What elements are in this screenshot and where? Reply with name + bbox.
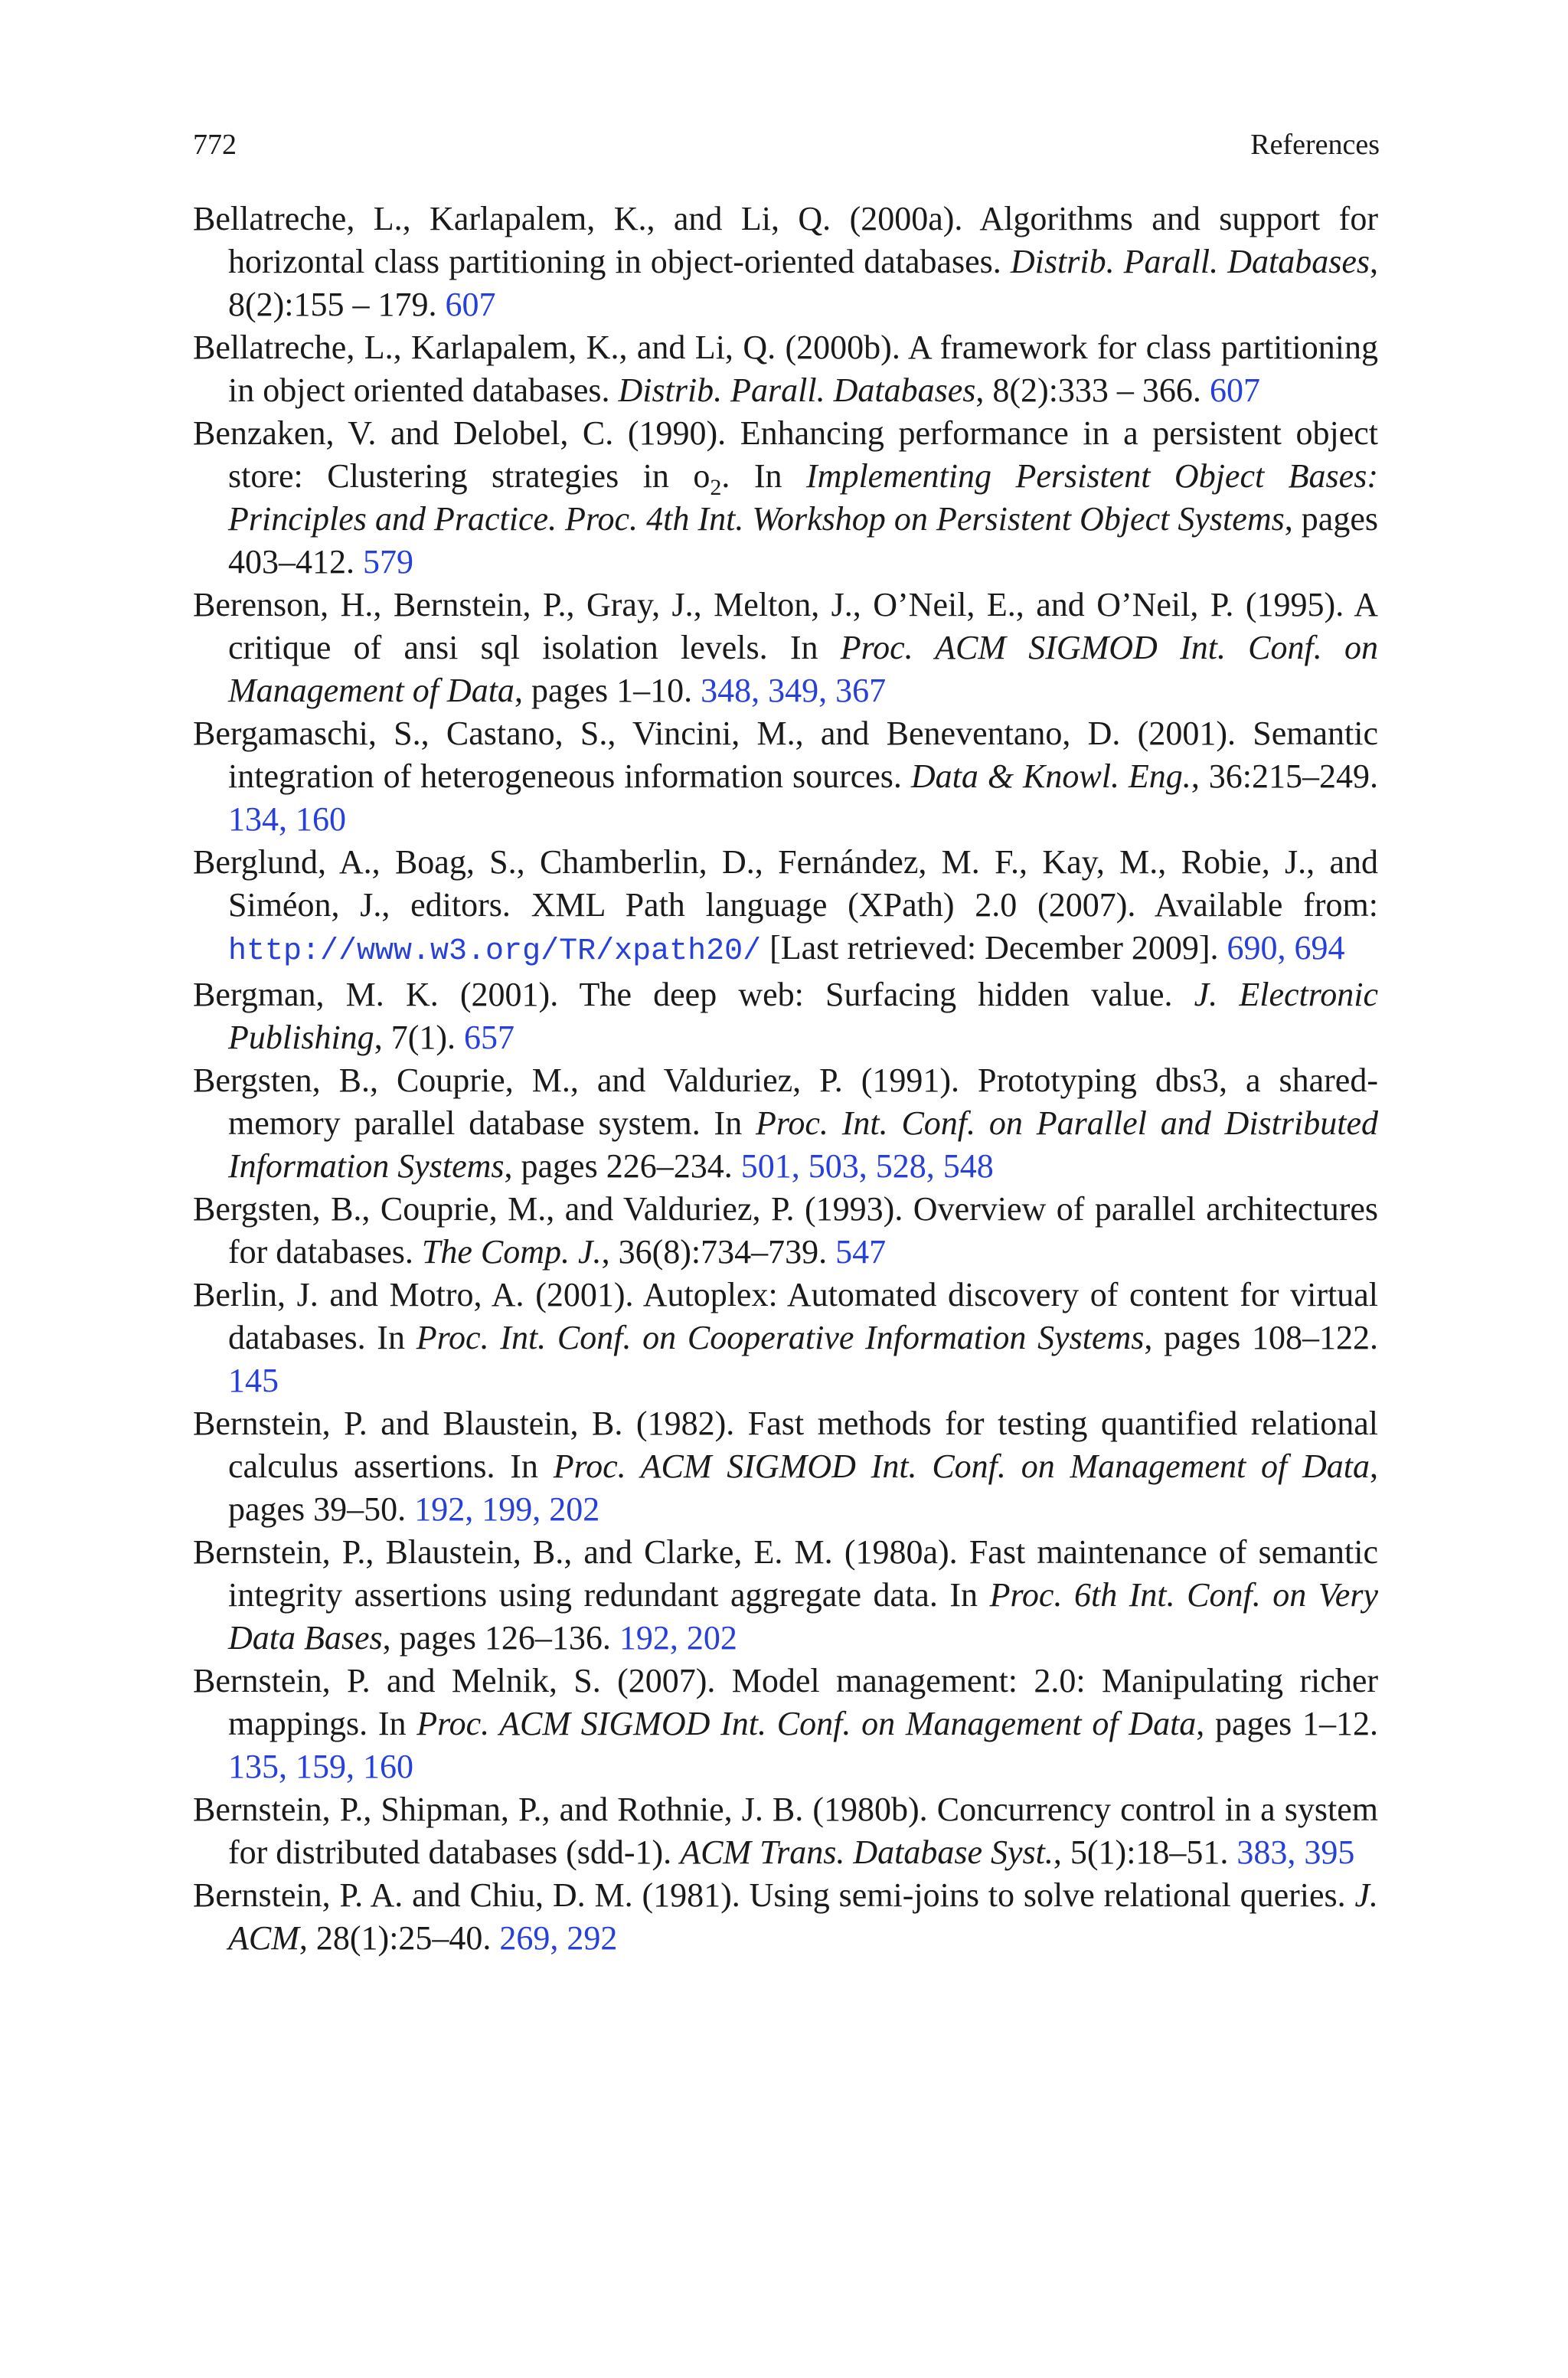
reference-text: Berenson, H., Bernstein, P., Gray, J., Melton, J., O’Neil, E., and O’Neil, P. (1995). A critique of ansi sql isolation levels. In <box>193 586 1378 666</box>
reference-entry <box>193 712 1378 841</box>
reference-details: , 5(1):18–51. <box>1053 1833 1237 1871</box>
reference-text-cont: . In <box>721 457 807 495</box>
reference-details: [Last retrieved: December 2009]. <box>761 929 1227 967</box>
reference-text: Bernstein, P., Blaustein, B., and Clarke, E. M. (1980a). Fast maintenance of semantic integrity assertions using redundant aggregate data. In <box>193 1533 1378 1614</box>
reference-venue: Proc. 6th Int. Conf. on Very Data Bases <box>228 1576 1378 1657</box>
reference-details: , 36:215–249. <box>1191 757 1378 795</box>
reference-venue: Data & Knowl. Eng. <box>910 757 1191 795</box>
reference-entry <box>193 1059 1378 1188</box>
reference-text: Bellatreche, L., Karlapalem, K., and Li, Q. (2000a). Algorithms and support for horizontal class partitioning in object-oriented databases. <box>193 200 1378 280</box>
reference-venue: Proc. Int. Conf. on Parallel and Distributed Information Systems <box>228 1104 1378 1185</box>
reference-entry <box>193 1874 1378 1960</box>
page-backlinks[interactable]: 192, 199, 202 <box>414 1490 600 1528</box>
reference-entry <box>193 973 1378 1059</box>
reference-details: , pages 226–234. <box>504 1147 741 1185</box>
reference-text: Bergman, M. K. (2001). The deep web: Surfacing hidden value. <box>193 976 1194 1013</box>
reference-text: Bernstein, P., Shipman, P., and Rothnie, J. B. (1980b). Concurrency control in a system for distributed databases (sdd-1). <box>193 1791 1378 1871</box>
reference-text: Berglund, A., Boag, S., Chamberlin, D., Fernández, M. F., Kay, M., Robie, J., and Siméon, J., editors. XML Path language (XPath) 2.0 (2007). Available from: <box>193 843 1378 924</box>
reference-url-link[interactable]: http://www.w3.org/TR/xpath20/ <box>228 934 762 969</box>
reference-entry <box>193 1402 1378 1531</box>
reference-venue: Implementing Persistent Object Bases: Principles and Practice. Proc. 4th Int. Workshop on Persistent Object Systems <box>228 457 1378 538</box>
reference-entry <box>193 1274 1378 1402</box>
page-backlinks[interactable]: 607 <box>1209 371 1260 409</box>
reference-details: , 8(2):333 – 366. <box>975 371 1210 409</box>
page-backlinks[interactable]: 269, 292 <box>499 1919 618 1957</box>
reference-details: , pages 403–412. <box>228 500 1378 581</box>
reference-text: Bergsten, B., Couprie, M., and Valduriez, P. (1993). Overview of parallel architectures for databases. <box>193 1190 1378 1271</box>
subscript: 2 <box>710 474 722 500</box>
reference-venue: ACM Trans. Database Syst. <box>680 1833 1054 1871</box>
reference-venue: Proc. Int. Conf. on Cooperative Information Systems <box>416 1319 1145 1356</box>
reference-text: Bergsten, B., Couprie, M., and Valduriez, P. (1991). Prototyping dbs3, a shared-memory parallel database system. In <box>193 1061 1378 1142</box>
reference-entry <box>193 412 1378 584</box>
reference-details: , 7(1). <box>374 1019 464 1056</box>
reference-details: , 28(1):25–40. <box>299 1919 500 1957</box>
reference-entry <box>193 198 1378 326</box>
page-backlinks[interactable]: 501, 503, 528, 548 <box>740 1147 994 1185</box>
reference-details: , 36(8):734–739. <box>601 1233 836 1271</box>
reference-details: , pages 1–10. <box>514 672 701 709</box>
page-header <box>193 126 1380 164</box>
page-backlinks[interactable]: 607 <box>445 286 496 323</box>
reference-details: , pages 126–136. <box>382 1619 619 1657</box>
page-backlinks[interactable]: 134, 160 <box>228 800 346 838</box>
reference-entry <box>193 326 1378 412</box>
page-backlinks[interactable]: 657 <box>464 1019 514 1056</box>
page-backlinks[interactable]: 348, 349, 367 <box>701 672 887 709</box>
page-backlinks[interactable]: 145 <box>228 1362 279 1399</box>
reference-entry <box>193 841 1378 973</box>
reference-venue: The Comp. J. <box>421 1233 602 1271</box>
reference-details: , 8(2):155 – 179. <box>228 243 1378 323</box>
reference-entry <box>193 1788 1378 1874</box>
reference-text: Bernstein, P. A. and Chiu, D. M. (1981). Using semi-joins to solve relational queries. <box>193 1876 1355 1914</box>
reference-text: Bergamaschi, S., Castano, S., Vincini, M., and Beneventano, D. (2001). Semantic integration of heterogeneous information sources. <box>193 715 1378 795</box>
reference-details: , pages 39–50. <box>228 1447 1378 1528</box>
reference-venue: J. ACM <box>228 1876 1378 1957</box>
page-backlinks[interactable]: 690, 694 <box>1227 929 1345 967</box>
reference-details: , pages 108–122. <box>1144 1319 1378 1356</box>
reference-entry <box>193 1660 1378 1788</box>
reference-details: , pages 1–12. <box>1196 1705 1378 1742</box>
page-backlinks[interactable]: 135, 159, 160 <box>228 1748 413 1785</box>
reference-venue: Proc. ACM SIGMOD Int. Conf. on Management of Data <box>228 629 1378 709</box>
reference-text: Bernstein, P. and Blaustein, B. (1982). Fast methods for testing quantified relational calculus assertions. In <box>193 1405 1378 1485</box>
reference-venue: Proc. ACM SIGMOD Int. Conf. on Management of Data <box>553 1447 1370 1485</box>
reference-entry <box>193 1531 1378 1660</box>
reference-text: Bernstein, P. and Melnik, S. (2007). Model management: 2.0: Manipulating richer mappings. In <box>193 1662 1378 1742</box>
page-backlinks[interactable]: 547 <box>835 1233 887 1271</box>
reference-text: Berlin, J. and Motro, A. (2001). Autoplex: Automated discovery of content for virtual databases. In <box>193 1276 1378 1356</box>
reference-entry <box>193 1188 1378 1274</box>
reference-text: Bellatreche, L., Karlapalem, K., and Li, Q. (2000b). A framework for class partitioning in object oriented databases. <box>193 329 1378 409</box>
reference-text: Benzaken, V. and Delobel, C. (1990). Enhancing performance in a persistent object store: Clustering strategies in o <box>193 414 1378 495</box>
reference-entry <box>193 584 1378 712</box>
page-backlinks[interactable]: 579 <box>363 543 413 581</box>
page-backlinks[interactable]: 192, 202 <box>619 1619 737 1657</box>
page-backlinks[interactable]: 383, 395 <box>1236 1833 1355 1871</box>
reference-list <box>193 198 1378 1960</box>
running-head: References <box>1250 129 1380 161</box>
reference-venue: Proc. ACM SIGMOD Int. Conf. on Management of Data <box>416 1705 1197 1742</box>
reference-venue: J. Electronic Publishing <box>228 976 1378 1056</box>
page-number: 772 <box>193 129 237 161</box>
reference-venue: Distrib. Parall. Databases <box>1010 243 1370 280</box>
reference-venue: Distrib. Parall. Databases <box>618 371 976 409</box>
